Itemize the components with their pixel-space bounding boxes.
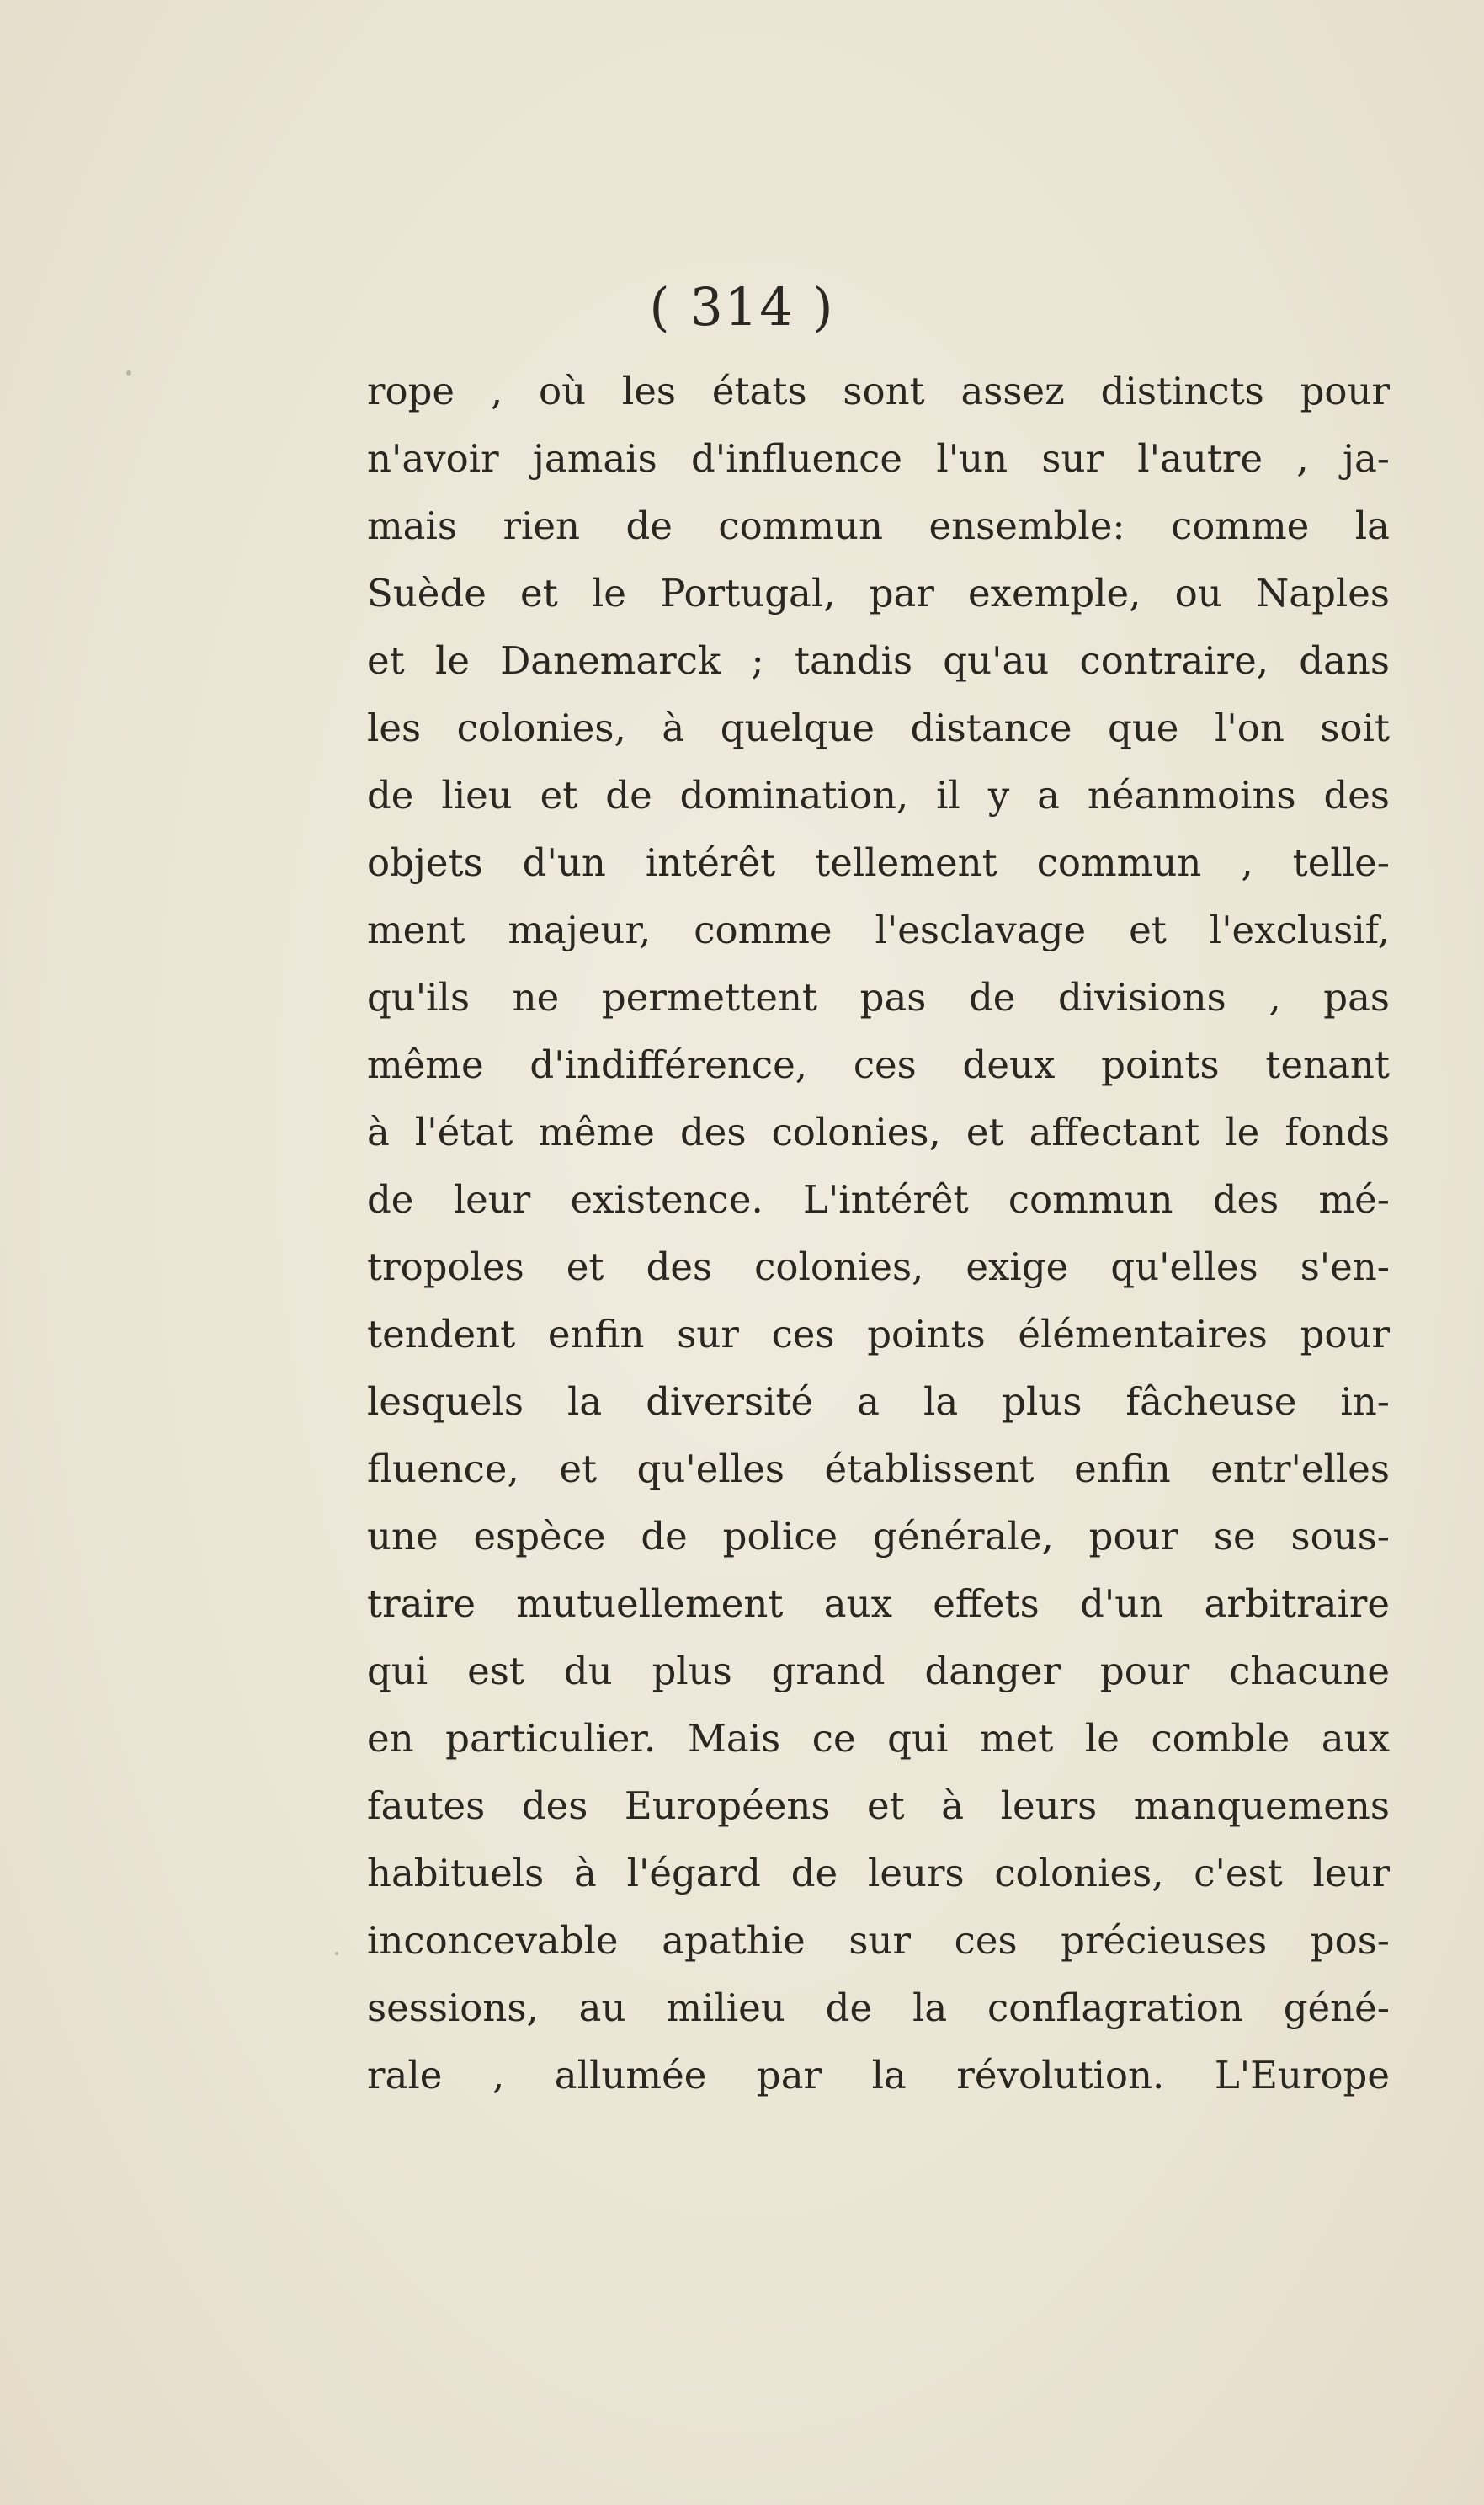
text-line: rale , allumée par la révolution. L'Europe [367,2053,1390,2097]
text-line: rope , où les états sont assez distincts pour [367,369,1390,413]
text-line: Suède et le Portugal, par exemple, ou Naples [367,571,1390,616]
paper-speck [126,370,131,376]
text-line: ment majeur, comme l'esclavage et l'exclusif, [367,908,1390,952]
text-line: fluence, et qu'elles établissent enfin entr'elles [367,1447,1390,1491]
text-line: tendent enfin sur ces points élémentaires pour [367,1312,1390,1356]
paper-speck [335,1952,338,1955]
text-line: en particulier. Mais ce qui met le comble aux [367,1716,1390,1761]
text-line: objets d'un intérêt tellement commun , telle- [367,840,1390,885]
text-line: les colonies, à quelque distance que l'on soit [367,706,1390,750]
page-number: ( 314 ) [649,276,835,338]
text-line: et le Danemarck ; tandis qu'au contraire, dans [367,638,1390,683]
text-line: de leur existence. L'intérêt commun des mé- [367,1177,1390,1222]
text-line: qui est du plus grand danger pour chacune [367,1649,1390,1693]
text-line: une espèce de police générale, pour se sous- [367,1514,1390,1559]
text-line: lesquels la diversité a la plus fâcheuse in- [367,1379,1390,1424]
text-line: même d'indifférence, ces deux points tenant [367,1042,1390,1087]
text-line: fautes des Européens et à leurs manquemens [367,1783,1390,1828]
text-line: traire mutuellement aux effets d'un arbitraire [367,1581,1390,1626]
text-line: inconcevable apathie sur ces précieuses pos- [367,1918,1390,1963]
text-line: n'avoir jamais d'influence l'un sur l'autre , ja- [367,436,1390,481]
text-line: mais rien de commun ensemble: comme la [367,504,1390,548]
text-line: sessions, au milieu de la conflagration géné- [367,1985,1390,2030]
text-line: de lieu et de domination, il y a néanmoins des [367,773,1390,818]
text-line: habituels à l'égard de leurs colonies, c'est leur [367,1851,1390,1895]
text-line: à l'état même des colonies, et affectant le fonds [367,1110,1390,1154]
body-text [367,358,1390,2109]
text-line: qu'ils ne permettent pas de divisions , pas [367,975,1390,1020]
text-line: tropoles et des colonies, exige qu'elles s'en- [367,1245,1390,1289]
